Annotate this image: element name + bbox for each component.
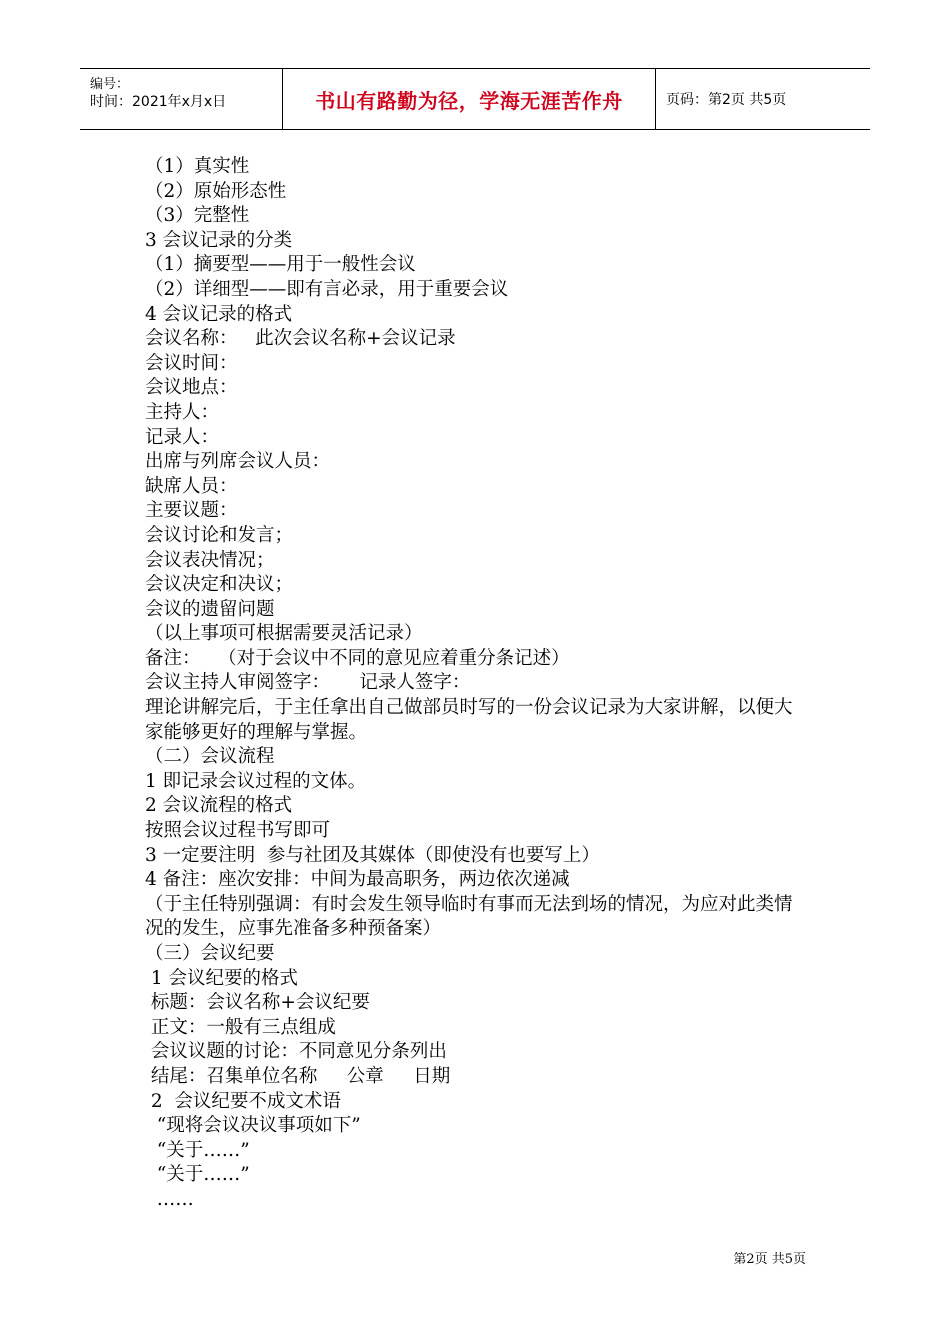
text-line: 会议主持人审阅签字： 记录人签字： [145, 672, 471, 694]
text-line: 3 会议记录的分类 [145, 229, 293, 251]
text-line: 1 会议纪要的格式 [145, 967, 299, 989]
text-line: 会议地点： [145, 377, 238, 399]
text-line: 备注： （对于会议中不同的意见应着重分条记述） [145, 647, 570, 669]
page-label: 页码：第2页 共5页 [666, 92, 787, 108]
text-line: 会议名称： 此次会议名称+会议记录 [145, 328, 456, 350]
page-header [80, 68, 870, 130]
text-line: 按照会议过程书写即可 [145, 820, 331, 842]
text-line: 主要议题： [145, 500, 238, 522]
text-line: （以上事项可根据需要灵活记录） [145, 623, 423, 645]
text-line: 2 会议流程的格式 [145, 795, 293, 817]
text-line: 会议的遗留问题 [145, 598, 275, 620]
text-line: （3）完整性 [145, 205, 250, 227]
text-line: （1）摘要型——用于一般性会议 [145, 254, 416, 276]
text-line: 4 会议记录的格式 [145, 303, 293, 325]
document-body [145, 155, 810, 1213]
text-line: 4 备注：座次安排：中间为最高职务，两边依次递减 [145, 869, 570, 891]
text-line: 会议讨论和发言； [145, 524, 294, 546]
motto-text: 书山有路勤为径，学海无涯苦作舟 [315, 88, 623, 113]
text-line: “现将会议决议事项如下” [145, 1115, 361, 1137]
text-line: 会议议题的讨论：不同意见分条列出 [145, 1041, 447, 1063]
text-line: 缺席人员： [145, 475, 238, 497]
text-line: 1 即记录会议过程的文体。 [145, 770, 367, 792]
text-line: 出席与列席会议人员： [145, 451, 331, 473]
text-line: 3 一定要注明 参与社团及其媒体（即使没有也要写上） [145, 844, 600, 866]
text-line: 理论讲解完后，于主任拿出自己做部员时写的一份会议记录为大家讲解，以便大家能够更好的理解与掌握。 [145, 697, 793, 743]
text-line: 记录人： [145, 426, 220, 448]
text-line: 2 会议纪要不成文术语 [145, 1090, 341, 1112]
header-motto [283, 69, 656, 129]
number-label: 编号： [90, 77, 130, 92]
text-line: （二）会议流程 [145, 746, 275, 768]
page-footer: 第2页 共5页 [733, 1252, 806, 1267]
text-line: “关于……” [145, 1164, 250, 1186]
text-line: （2）原始形态性 [145, 180, 287, 202]
text-line: 结尾：召集单位名称 公章 日期 [145, 1065, 451, 1087]
text-line: …… [145, 1188, 194, 1210]
text-line: 会议时间： [145, 352, 238, 374]
header-page [656, 69, 870, 129]
text-line: 正文：一般有三点组成 [145, 1016, 336, 1038]
header-meta [80, 69, 283, 129]
text-line: （1）真实性 [145, 156, 250, 177]
text-line: （2）详细型——即有言必录，用于重要会议 [145, 278, 509, 300]
time-label: 时间：2021年x月x日 [90, 94, 227, 110]
text-line: 会议决定和决议； [145, 574, 294, 596]
text-line: 主持人： [145, 401, 220, 423]
text-line: 标题：会议名称+会议纪要 [145, 992, 370, 1014]
text-line: （三）会议纪要 [145, 943, 275, 964]
text-line: 会议表决情况； [145, 549, 275, 571]
text-line: “关于……” [145, 1139, 250, 1161]
text-line: （于主任特别强调：有时会发生领导临时有事而无法到场的情况，为应对此类情况的发生，应事先准备多种预备案） [145, 893, 793, 940]
